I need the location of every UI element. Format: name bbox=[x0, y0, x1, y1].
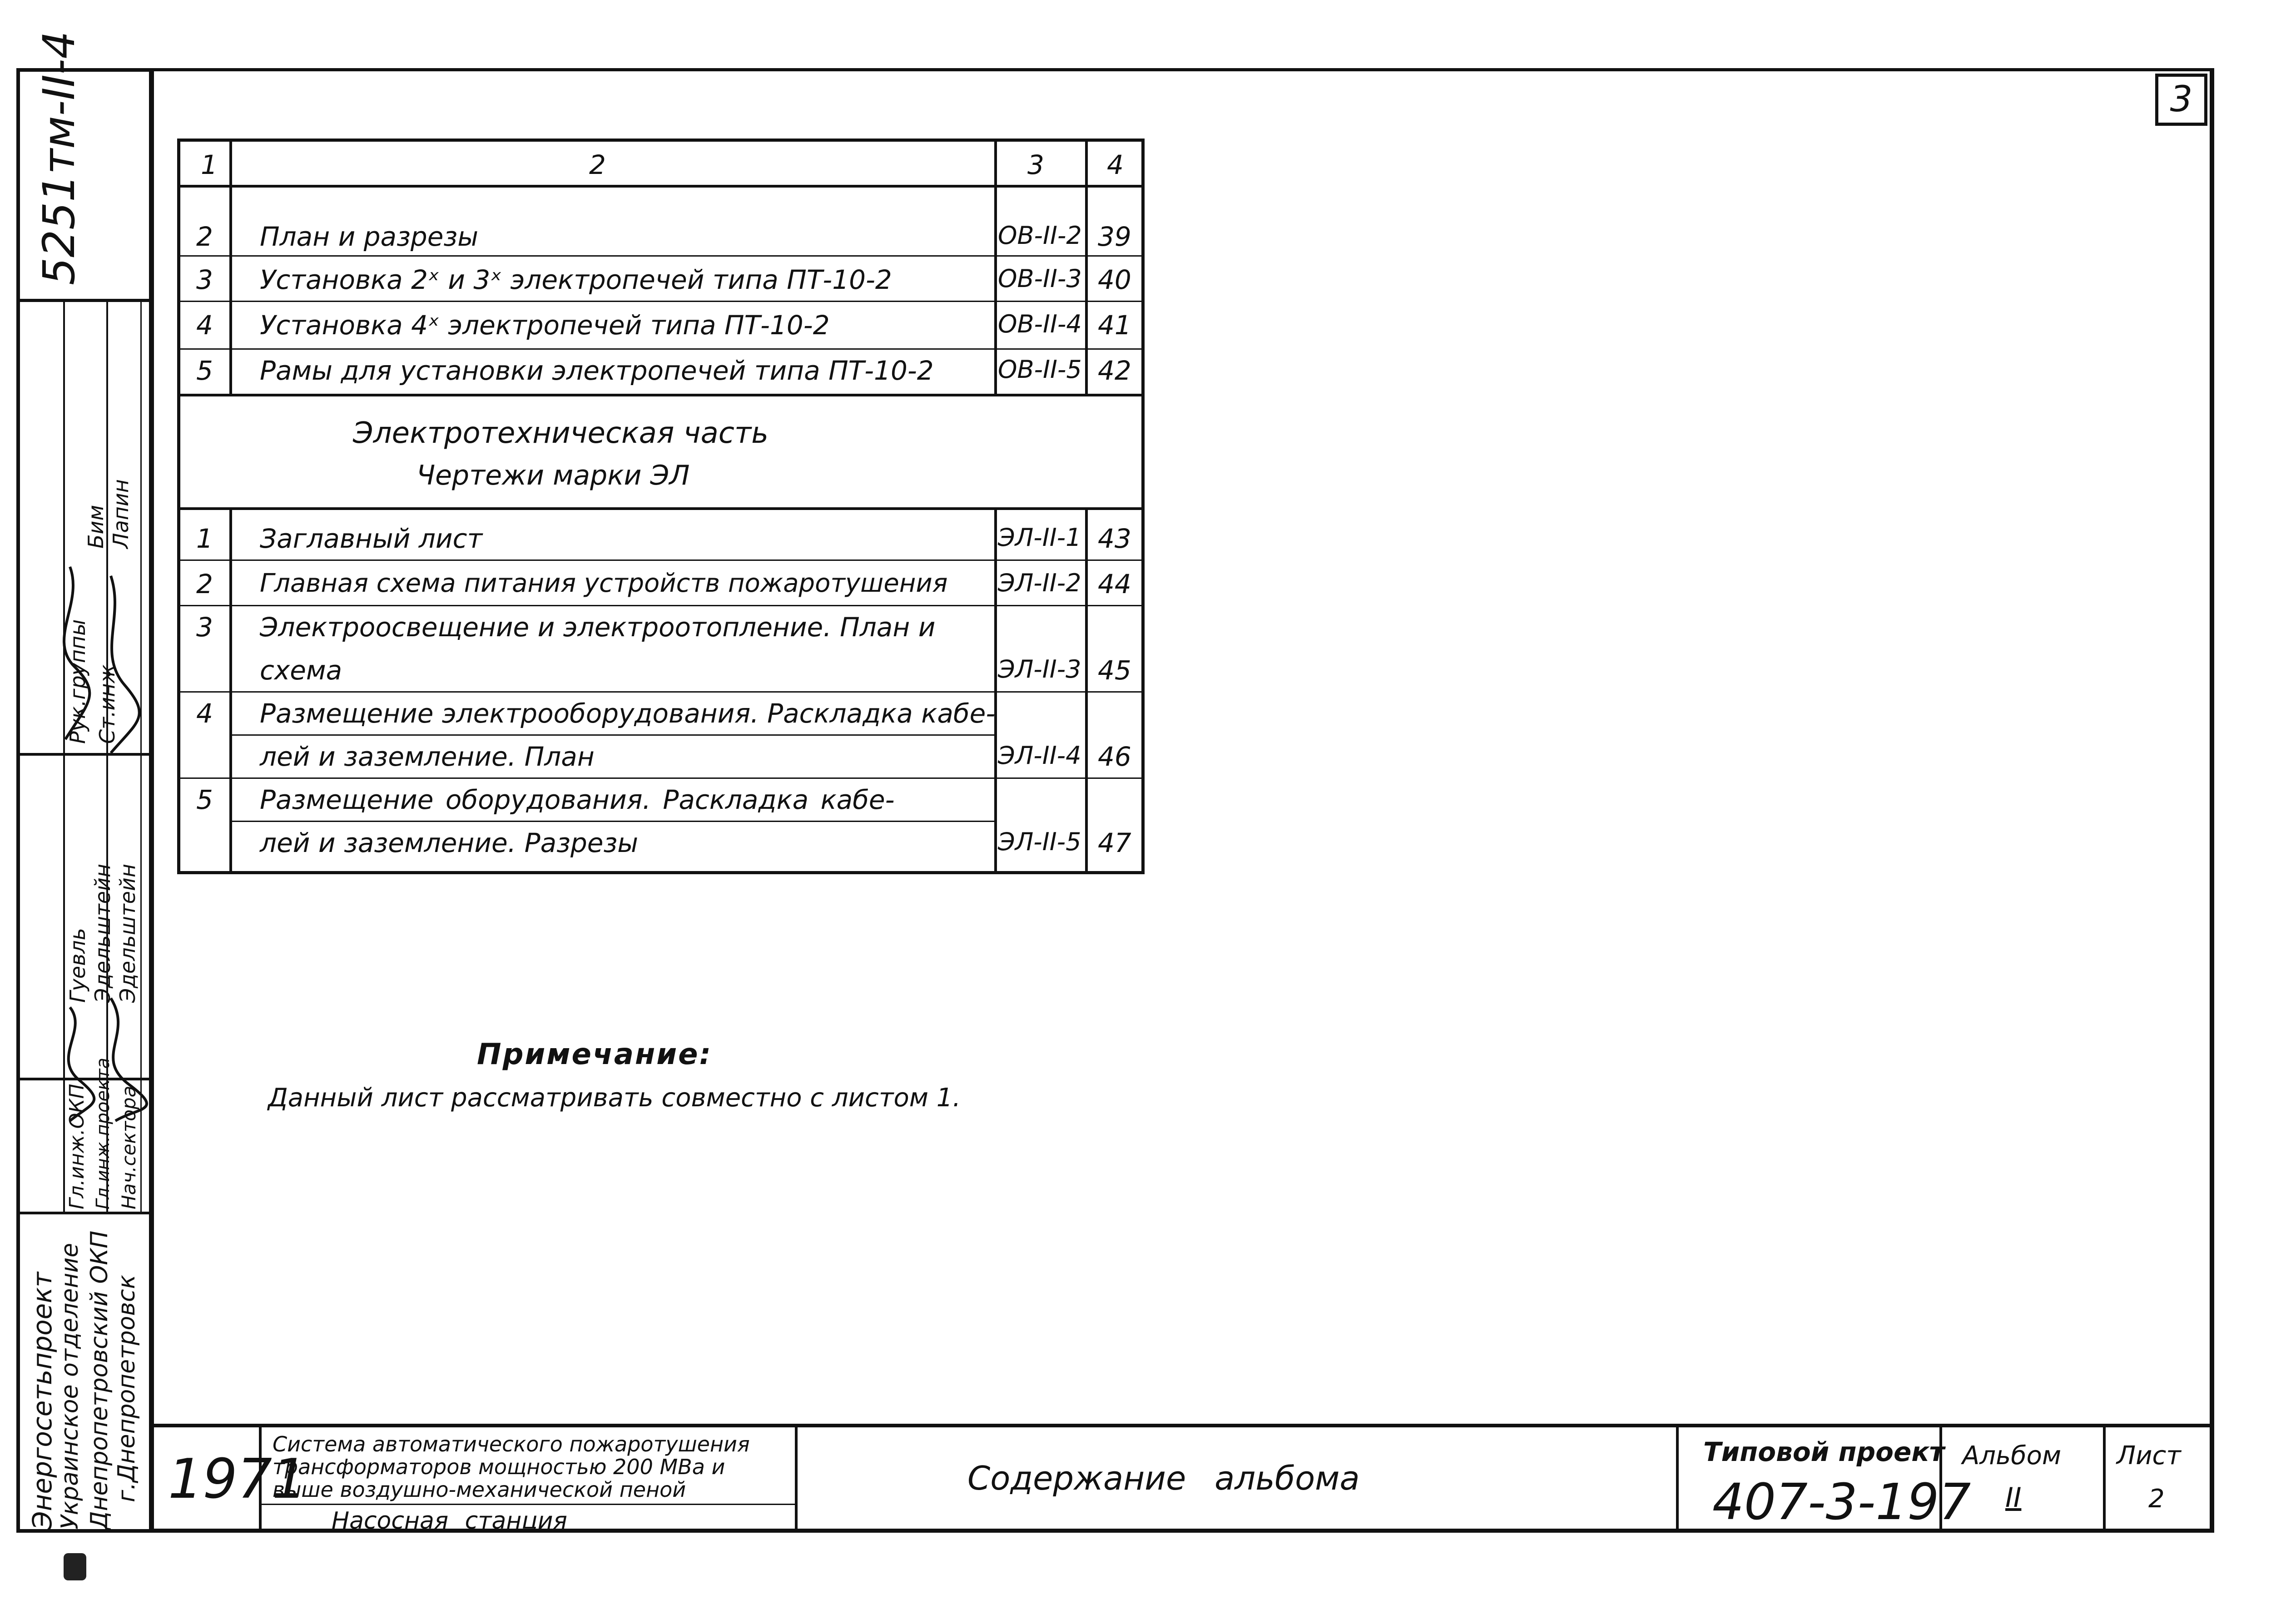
title-block bbox=[150, 1424, 2214, 1533]
row-top-3-page: 41 bbox=[1098, 310, 1131, 341]
signature-marks bbox=[20, 549, 152, 776]
row-bottom-5-line1: Размещение оборудования. Раскладка кабе- bbox=[260, 784, 895, 815]
row-bottom-4-code: ЭЛ-II-4 bbox=[998, 741, 1081, 770]
row-bottom-2-code: ЭЛ-II-2 bbox=[998, 569, 1081, 597]
row-bottom-3-code: ЭЛ-II-3 bbox=[998, 655, 1081, 683]
stamp-role-4: Ст.инж. bbox=[95, 658, 119, 744]
row-bottom-1-num: 1 bbox=[196, 523, 213, 554]
header-col-3: 3 bbox=[1027, 149, 1044, 180]
desc-line-3: выше воздушно-механической пеной bbox=[273, 1477, 686, 1502]
note-text: Данный лист рассматривать совместно с листом 1. bbox=[268, 1083, 961, 1113]
year: 1971 bbox=[168, 1448, 307, 1511]
row-bottom-3-page: 45 bbox=[1098, 655, 1131, 686]
sheet-number: 3 bbox=[2170, 79, 2193, 120]
row-top-3-title: Установка 4ˣ электропечей типа ПТ-10-2 bbox=[260, 310, 830, 341]
stamp-code: 5251тм-II-4 bbox=[34, 31, 84, 285]
row-bottom-5-line2: лей и заземление. Разрезы bbox=[260, 827, 639, 858]
row-bottom-3-line2: схема bbox=[260, 655, 342, 686]
stamp-role-8: Гл.инж.ОКП bbox=[65, 1084, 89, 1209]
row-top-4-num: 5 bbox=[196, 355, 213, 386]
stamp-role-5: Гуевль bbox=[65, 928, 90, 1003]
album-value: II bbox=[2005, 1482, 2022, 1514]
row-top-1-title: План и разрезы bbox=[260, 221, 479, 252]
stamp-role-3: Рук.группы bbox=[65, 619, 90, 744]
row-top-1-num: 2 bbox=[196, 221, 213, 252]
smudge-mark bbox=[64, 1553, 86, 1580]
sheet-title: Содержание альбома bbox=[967, 1459, 1360, 1497]
section-subtitle: Чертежи марки ЭЛ bbox=[417, 460, 690, 491]
stamp-role-1: Бим bbox=[84, 505, 108, 549]
row-bottom-5-code: ЭЛ-II-5 bbox=[998, 827, 1081, 856]
project-label: Типовой проект bbox=[1703, 1436, 1945, 1467]
row-bottom-5-page: 47 bbox=[1098, 827, 1131, 858]
row-top-4-page: 42 bbox=[1098, 355, 1131, 386]
stamp-org-1: Энергосетьпроект bbox=[27, 1272, 58, 1530]
row-top-3-code: ОВ-II-4 bbox=[998, 310, 1082, 338]
header-col-1: 1 bbox=[201, 149, 218, 180]
row-bottom-4-num: 4 bbox=[196, 698, 213, 729]
row-bottom-2-line1: Главная схема питания устройств пожаротушения bbox=[260, 569, 948, 598]
desc-line-1: Система автоматического пожаротушения bbox=[273, 1432, 750, 1456]
row-bottom-3-line1: Электроосвещение и электроотопление. План и bbox=[260, 612, 936, 643]
row-bottom-4-page: 46 bbox=[1098, 741, 1131, 772]
header-col-4: 4 bbox=[1107, 149, 1124, 180]
row-top-3-num: 4 bbox=[196, 310, 213, 341]
row-top-2-code: ОВ-II-3 bbox=[998, 264, 1082, 293]
row-top-4-code: ОВ-II-5 bbox=[998, 355, 1082, 384]
contents-table bbox=[177, 139, 1145, 874]
row-bottom-1-code: ЭЛ-II-1 bbox=[998, 523, 1081, 552]
stamp-role-2: Лапин bbox=[109, 479, 133, 549]
row-top-1-page: 39 bbox=[1098, 221, 1131, 252]
row-top-2-num: 3 bbox=[196, 264, 213, 295]
project-number: 407-3-197 bbox=[1712, 1473, 1971, 1531]
row-bottom-1-page: 43 bbox=[1098, 523, 1131, 554]
stamp-role-7: Эдельштейн bbox=[115, 864, 140, 1003]
row-top-2-title: Установка 2ˣ и 3ˣ электропечей типа ПТ-10-2 bbox=[260, 264, 892, 295]
stamp-role-9: Гл.инж.проекта bbox=[93, 1057, 114, 1209]
stamp-org-4: г.Днепропетровск bbox=[113, 1274, 140, 1502]
subtitle: Насосная станция bbox=[332, 1507, 567, 1535]
side-stamp bbox=[16, 31, 153, 1533]
sheet-value: 2 bbox=[2148, 1484, 2165, 1514]
signature-marks-2 bbox=[20, 989, 152, 1125]
stamp-org-3: Днепропетровский ОКП bbox=[86, 1230, 113, 1530]
section-title: Электротехническая часть bbox=[353, 416, 769, 450]
note-title: Примечание: bbox=[477, 1038, 713, 1071]
stamp-org-2: Украинское отделение bbox=[56, 1243, 84, 1530]
sheet-number-box bbox=[2155, 74, 2207, 126]
row-bottom-2-num: 2 bbox=[196, 569, 213, 599]
row-top-4-title: Рамы для установки электропечей типа ПТ-10-2 bbox=[260, 355, 934, 386]
stamp-role-10: Нач.сектора bbox=[118, 1085, 140, 1209]
stamp-role-6: Эдельштейн bbox=[90, 864, 115, 1003]
row-bottom-4-line1: Размещение электрооборудования. Раскладка кабе- bbox=[260, 698, 996, 729]
row-bottom-1-line1: Заглавный лист bbox=[260, 523, 483, 554]
row-bottom-5-num: 5 bbox=[196, 784, 213, 815]
row-top-2-page: 40 bbox=[1098, 264, 1131, 295]
sheet-label: Лист bbox=[2117, 1441, 2181, 1471]
row-top-1-code: ОВ-II-2 bbox=[998, 221, 1082, 250]
row-bottom-3-num: 3 bbox=[196, 612, 213, 643]
row-bottom-4-line2: лей и заземление. План bbox=[260, 741, 595, 772]
row-bottom-2-page: 44 bbox=[1098, 569, 1131, 599]
desc-line-2: трансформаторов мощностью 200 МВа и bbox=[273, 1455, 725, 1479]
album-label: Альбом bbox=[1962, 1441, 2062, 1471]
header-col-2: 2 bbox=[589, 149, 606, 180]
